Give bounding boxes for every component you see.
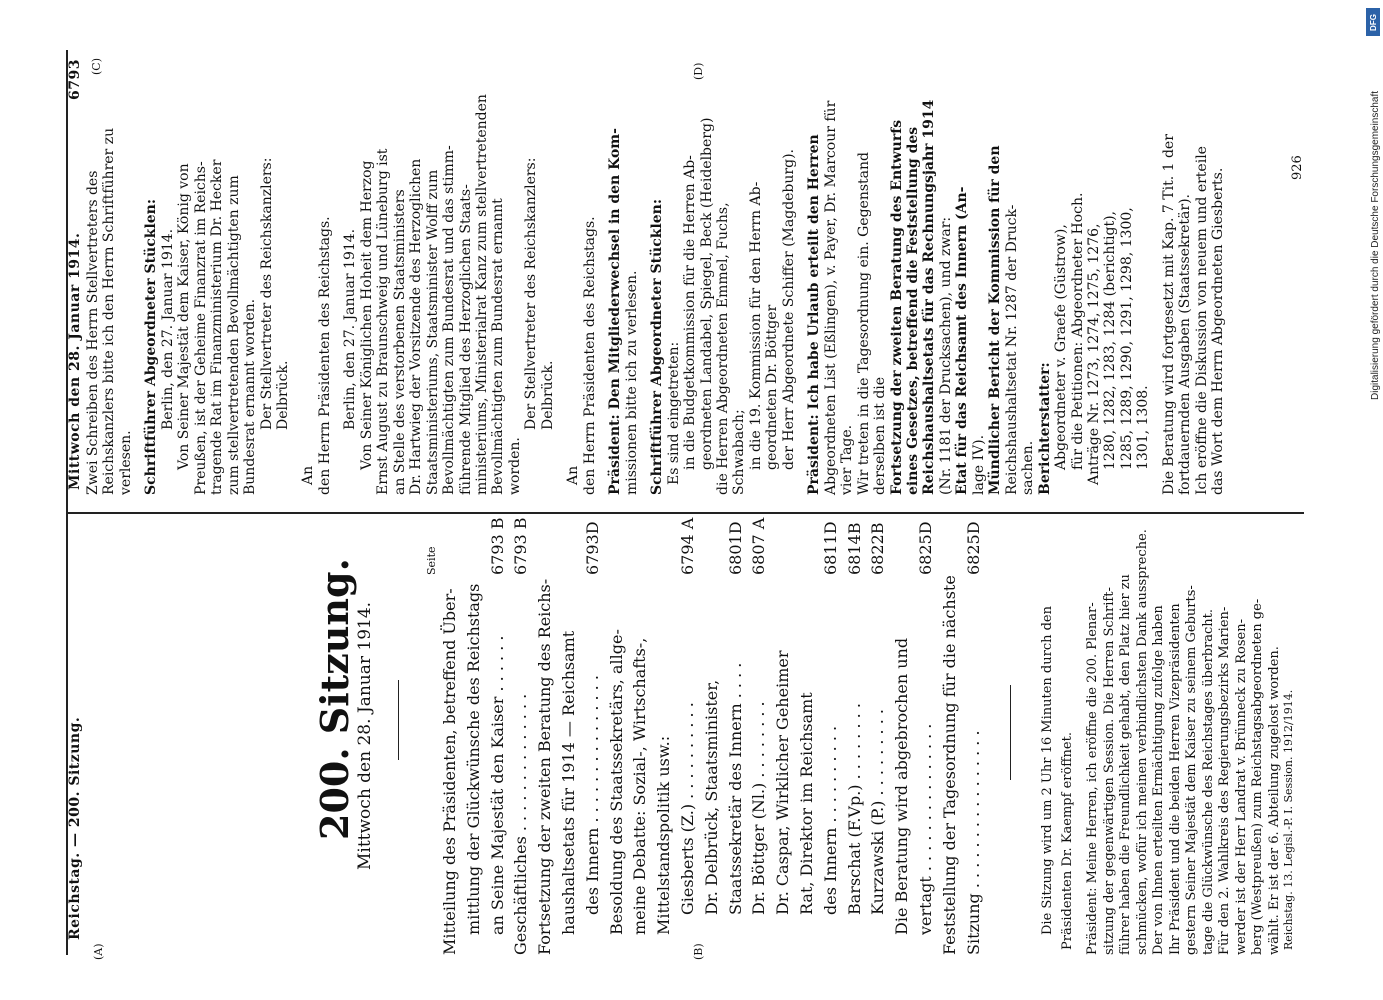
right-line: Ernst August zu Braunschweig und Lüneburg ist: [375, 148, 392, 495]
right-line: Etat für das Reichsamt des Innern (An-: [954, 186, 971, 495]
right-line: in die 19. Kommission für den Herrn Ab-: [747, 181, 764, 470]
toc-page-ref: 6811D: [820, 521, 840, 575]
right-line: Reichskanzlers bitte ich den Herrn Schriftführer zu: [101, 127, 118, 495]
margin-a: (A): [92, 943, 105, 960]
toc-rule: [1010, 685, 1011, 780]
right-line: das Wort dem Herrn Abgeordneten Giesberts.: [1210, 167, 1227, 495]
dfg-logo: DFG: [1366, 8, 1380, 36]
toc-entry: Kurzawski (P.) . . . . . . . . .: [868, 709, 888, 915]
right-line: Abgeordneten List (Eßlingen), v. Payer, Dr. Marcour für: [822, 100, 839, 495]
right-line: zum stellvertretenden Bevollmächtigten zum: [225, 175, 242, 495]
right-line: der Herr Abgeordnete Schiffer (Magdeburg).: [780, 149, 797, 470]
toc-entry: des Innern . . . . . . . . . .: [820, 725, 840, 915]
title-rule: [398, 680, 399, 760]
right-line: ministeriums, Ministerialrat Kanz zum stellvertretenden: [474, 94, 491, 495]
right-line: Delbrück.: [539, 360, 556, 430]
right-line: (Nr. 1181 der Drucksachen), und zwar:: [937, 216, 954, 495]
right-line: Mündlicher Bericht der Kommission für den: [987, 145, 1004, 495]
toc-entry: Rat, Direktor im Reichsamt: [797, 692, 816, 915]
toc-entry: Besoldung des Staatssekretärs, allge-: [606, 629, 626, 935]
margin-d: (D): [692, 62, 705, 80]
right-line: Bevollmächtigten zum Bundesrat und das stimm-: [441, 145, 458, 495]
right-line: Schriftführer Abgeordneter Stücklen:: [649, 198, 666, 495]
right-line: Von Seiner Königlichen Hoheit dem Herzog: [358, 160, 375, 470]
right-line: Staatsministeriums, Staatsminister Wolff zum: [424, 169, 441, 495]
speech-line: Ihr Präsident und die beiden Herren Vizepräsidenten: [1167, 603, 1183, 955]
speech-line: wählt. Er ist der 6. Abteilung zugelost worden.: [1266, 646, 1282, 955]
toc-entry: Dr. Delbrück, Staatsminister,: [701, 679, 721, 915]
right-line: eines Gesetzes, betreffend die Feststellung des: [905, 126, 922, 495]
right-line: Der Stellvertreter des Reichskanzlers:: [523, 157, 540, 430]
right-line: den Herrn Präsidenten des Reichstags.: [581, 216, 598, 495]
toc-entry: vertagt . . . . . . . . . . . . . . .: [916, 723, 935, 935]
right-line: Reichshaushaltsetats für das Rechnungsjahr 1914: [921, 99, 938, 495]
right-line: 1280, 1282, 1283, 1284 (berichtigt),: [1102, 210, 1119, 470]
toc-page-ref: 6794 A: [678, 517, 697, 575]
right-line: Schriftführer Abgeordneter Stücklen:: [143, 198, 160, 495]
right-line: Es sind eingetreten:: [665, 341, 682, 485]
digitization-note: Digitalisierung gefördert durch die Deutsche Forschungsgemeinschaft: [1370, 90, 1381, 400]
right-line: sachen.: [1020, 440, 1037, 495]
right-line: Bevollmächtigten zum Bundesrat ernannt: [490, 198, 507, 495]
right-line: worden.: [506, 437, 523, 495]
margin-c: (C): [90, 58, 103, 75]
right-line: Reichshaushaltsetat Nr. 1287 der Druck-: [1003, 204, 1020, 495]
toc-entry: Barschat (F.Vp.) . . . . . . . .: [844, 703, 864, 915]
right-line: vier Tage.: [839, 424, 856, 495]
toc-entry: Feststellung der Tagesordnung für die nächste: [939, 575, 959, 955]
right-line: An: [565, 465, 582, 485]
margin-b: (B): [692, 943, 705, 960]
right-line: fortdauernden Ausgaben (Staatssekretär).: [1177, 194, 1194, 495]
toc-entry: an Seine Majestät den Kaiser . . . . . .: [487, 635, 507, 935]
right-line: lage IV).: [970, 434, 987, 495]
right-line: Die Beratung wird fortgesetzt mit Kap. 7 Tit. 1 der: [1160, 134, 1177, 495]
speech-line: schmücken, wofür ich meinen verbindlichsten Dank ausspreche.: [1134, 529, 1150, 955]
speech-line: sitzung der gegenwärtigen Session. Die Herren Schrift-: [1101, 587, 1117, 955]
right-line: Delbrück.: [274, 360, 291, 430]
right-line: Von Seiner Majestät dem Kaiser, König von: [176, 163, 193, 470]
toc-entry: haushaltsetats für 1914 — Reichsamt: [559, 630, 578, 935]
right-line: Dr. Hartwieg der Vorsitzende des Herzoglichen: [408, 158, 425, 495]
right-line: 1301, 1308.: [1135, 385, 1152, 470]
right-line: Berichterstatter:: [1036, 362, 1053, 495]
header-date: Mittwoch den 28. Januar 1914.: [67, 232, 83, 490]
right-line: derselben ist die: [872, 376, 889, 495]
right-line: Präsident: Ich habe Urlaub erteilt den Herren: [806, 134, 823, 495]
toc-entry: Mitteilung des Präsidenten, betreffend Über-: [440, 588, 459, 955]
right-line: Wir treten in die Tagesordnung ein. Gegenstand: [855, 152, 872, 495]
right-line: geordneten Dr. Böttger: [764, 304, 781, 470]
speech-line: Der von Ihnen erteilten Ermächtigung zufolge haben: [1151, 605, 1166, 955]
toc-entry: Dr. Caspar, Wirklicher Geheimer: [773, 650, 793, 915]
sitting-date: Mittwoch den 28. Januar 1914.: [355, 601, 375, 870]
page-title: 200. Sitzung.: [312, 558, 357, 840]
toc-entry: Fortsetzung der zweiten Beratung des Reichs-: [535, 578, 555, 955]
right-line: Abgeordneter v. Graefe (Güstrow),: [1053, 224, 1070, 470]
toc-entry: des Innern . . . . . . . . . . . . . . .: [582, 675, 602, 915]
toc-entry: Sitzung . . . . . . . . . . . . . . . .: [963, 730, 983, 955]
right-line: Berlin, den 27. Januar 1914.: [159, 228, 176, 430]
toc-entry: Die Beratung wird abgebrochen und: [892, 637, 912, 935]
footer-note: Reichstag. 13. Legisl.-P. I. Session. 1912/1914.: [1282, 689, 1295, 950]
toc-entry: Giesberts (Z.) . . . . . . . . . .: [678, 702, 697, 915]
right-line: Schwabach;: [731, 409, 748, 495]
right-line: Zwei Schreiben des Herrn Stellvertreters des: [85, 170, 101, 495]
opening-line: Präsidenten Dr. Kaempf eröffnet.: [1060, 732, 1075, 950]
right-line: den Herrn Präsidenten des Reichstags.: [316, 216, 333, 495]
right-line: Bundesrat ernannt worden.: [242, 298, 259, 495]
toc-entry: Geschäftliches . . . . . . . . . . . . . .: [511, 693, 531, 955]
opening-line: Die Sitzung wird um 2 Uhr 16 Minuten durch den: [1040, 606, 1055, 935]
toc-page-ref: 6801D: [725, 521, 745, 575]
speech-line: Präsident: Meine Herren, ich eröffne die 200. Plenar-: [1085, 602, 1100, 955]
page-bottom-number: 926: [1290, 155, 1305, 180]
right-line: Fortsetzung der zweiten Beratung des Entwurfs: [888, 119, 905, 495]
right-line: Ich eröffne die Diskussion von neuem und erteile: [1193, 146, 1210, 495]
speech-line: Für den 2. Wahlkreis des Regierungsbezirks Marien-: [1217, 606, 1232, 955]
right-line: führende Mitglied des Herzoglichen Staats-: [457, 184, 474, 495]
speech-line: führer haben die Freundlichkeit gehabt, den Platz hier zu: [1118, 574, 1133, 955]
speech-line: berg (Westpreußen) zum Reichstagsabgeordneten ge-: [1250, 598, 1265, 955]
right-line: Präsident: Den Mitgliederwechsel in den Kom-: [607, 128, 624, 495]
column-rule: [67, 512, 1304, 514]
right-line: tragende Rat im Finanzministerium Dr. Hecker: [209, 159, 226, 495]
right-line: Anträge Nr. 1273, 1274, 1275, 1276,: [1085, 223, 1102, 485]
speech-line: werder ist der Herr Landrat v. Brünneck zu Rosen-: [1233, 619, 1249, 955]
right-line: Preußen, ist der Geheime Finanzrat im Reichs-: [192, 161, 209, 495]
header-left: Reichstag. — 200. Sitzung.: [67, 716, 83, 940]
toc-entry: Staatssekretär des Innern . . . .: [725, 662, 745, 915]
right-line: die Herren Abgeordneten Emmel, Fuchs,: [715, 202, 732, 495]
seite-label: Seite: [425, 546, 438, 575]
toc-page-ref: 6807 A: [749, 517, 769, 575]
toc-page-ref: 6793 B: [487, 517, 507, 575]
right-line: Berlin, den 27. Januar 1914.: [342, 228, 359, 430]
right-line: geordneten Landabel, Spiegel, Beck (Heidelberg): [698, 117, 715, 470]
toc-page-ref: 6825D: [963, 521, 983, 575]
right-line: in die Budgetkommission für die Herren Ab-: [682, 155, 699, 470]
right-line: 1285, 1289, 1290, 1291, 1298, 1300,: [1118, 207, 1135, 470]
right-line: für die Petitionen: Abgeordneter Hoch.: [1069, 192, 1086, 470]
right-line: an Stelle des verstorbenen Staatsministers: [391, 189, 408, 495]
toc-page-ref: 6822B: [868, 522, 888, 575]
right-line: verlesen.: [117, 430, 134, 495]
speech-line: gestern Seiner Majestät dem Kaiser zu seinem Geburts-: [1184, 585, 1199, 955]
right-line: missionen bitte ich zu verlesen.: [623, 270, 640, 495]
toc-page-ref: 6814B: [844, 522, 864, 575]
right-line: Der Stellvertreter des Reichskanzlers:: [258, 157, 275, 430]
toc-page-ref: 6825D: [916, 521, 935, 575]
toc-entry: mittlung der Glückwünsche des Reichstags: [463, 583, 483, 935]
toc-entry: meine Debatte: Sozial-, Wirtschafts-,: [630, 637, 650, 935]
page-number: 6793: [67, 59, 83, 100]
right-line: An: [300, 465, 317, 485]
speech-line: tage die Glückwünsche des Reichstages überbracht.: [1200, 609, 1216, 955]
toc-entry: Dr. Böttger (Nl.) . . . . . . . .: [749, 701, 769, 915]
toc-page-ref: 6793 B: [511, 517, 531, 575]
toc-entry: Mittelstandspolitik usw.:: [654, 735, 674, 935]
toc-page-ref: 6793D: [582, 521, 602, 575]
